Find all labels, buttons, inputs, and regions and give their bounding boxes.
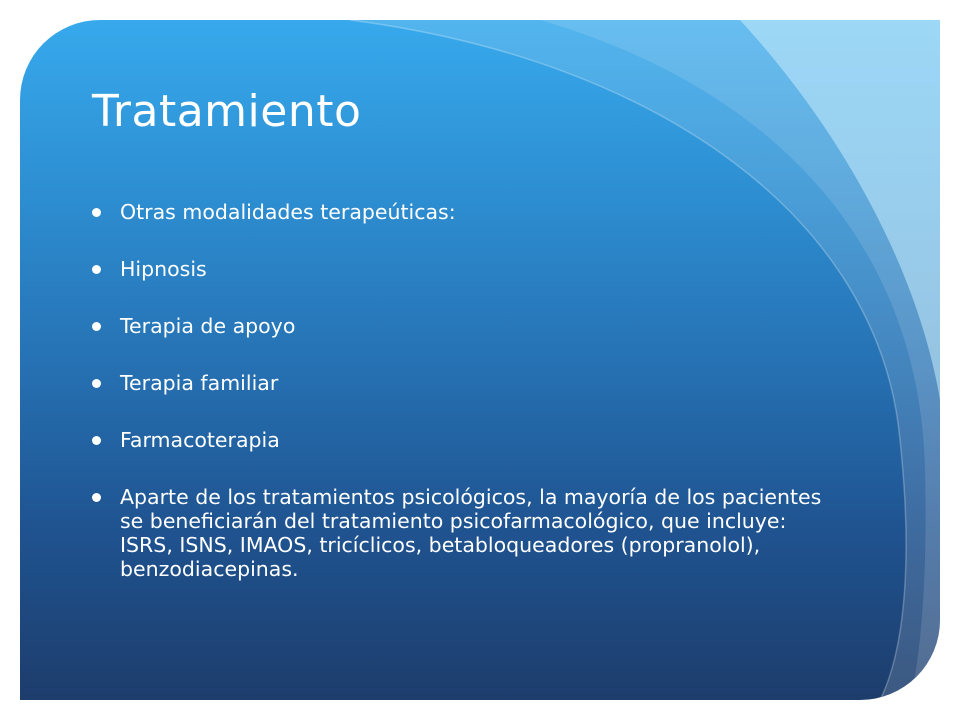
bullet-item: [90, 371, 830, 395]
bullet-dot-icon: [92, 493, 101, 502]
bullet-item: [90, 485, 830, 581]
bullet-text: Otras modalidades terapeúticas:: [120, 200, 456, 224]
bullet-item: [90, 257, 830, 281]
bullet-dot-icon: [92, 379, 101, 388]
bullet-text: Terapia familiar: [120, 371, 279, 395]
bullet-text: Terapia de apoyo: [120, 314, 296, 338]
bullet-item: [90, 314, 830, 338]
bullet-dot-icon: [92, 208, 101, 217]
bullet-item: [90, 428, 830, 452]
bullet-text: Hipnosis: [120, 257, 207, 281]
bullet-text: Aparte de los tratamientos psicológicos, la mayoría de los pacientes se beneficiarán del tratamiento psicofarmacológico, que incluye: ISRS, ISNS, IMAOS, tricíclicos, betabloqueadores (propranolol), benzodiacepinas.: [120, 485, 822, 581]
bullet-dot-icon: [92, 265, 101, 274]
bullet-text: Farmacoterapia: [120, 428, 280, 452]
bullet-list: [90, 200, 830, 581]
bullet-dot-icon: [92, 322, 101, 331]
bullet-dot-icon: [92, 436, 101, 445]
slide-title: Tratamiento: [92, 86, 362, 137]
slide: [20, 20, 940, 700]
bullet-item: [90, 200, 830, 224]
